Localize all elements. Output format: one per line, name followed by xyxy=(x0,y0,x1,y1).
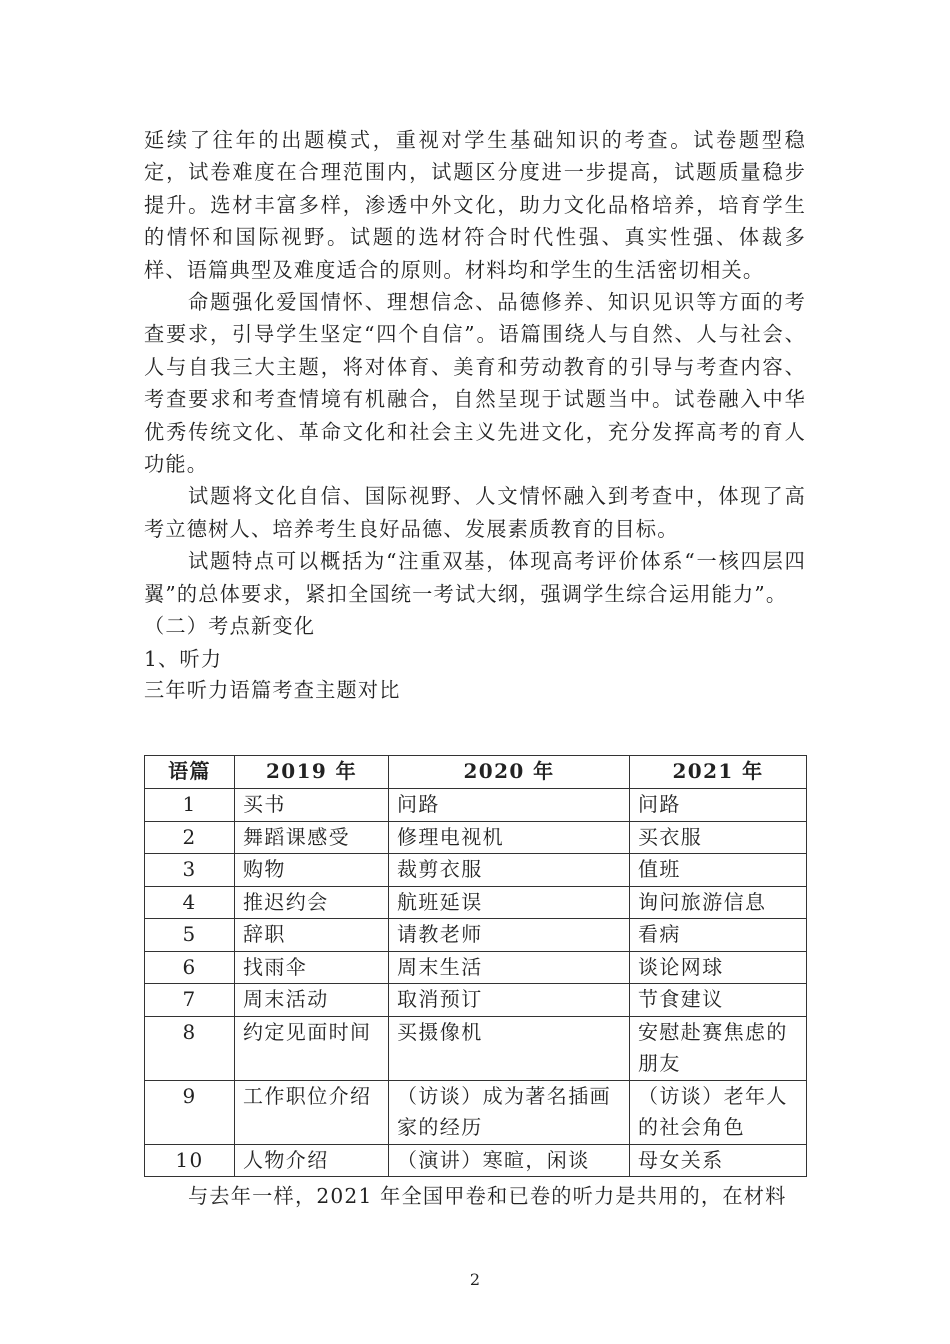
table-row xyxy=(145,821,807,854)
table-cell: 7 xyxy=(145,984,235,1017)
table-cell: 购物 xyxy=(235,854,389,887)
table-cell: 询问旅游信息 xyxy=(630,886,807,919)
table-cell: 安慰赴赛焦虑的朋友 xyxy=(630,1016,807,1080)
table-row xyxy=(145,789,807,822)
paragraph-1: 延续了往年的出题模式，重视对学生基础知识的考查。试卷题型稳定，试卷难度在合理范围内，试题区分度进一步提高，试题质量稳步提升。选材丰富多样，渗透中外文化，助力文化品格培养，培育学生的情怀和国际视野。试题的选材符合时代性强、真实性强、体裁多样、语篇典型及难度适合的原则。材料均和学生的生活密切相关。 xyxy=(144,128,806,282)
page-number: 2 xyxy=(469,1270,481,1289)
table-cell: 谈论网球 xyxy=(630,951,807,984)
table-row xyxy=(145,1016,807,1080)
table-row xyxy=(145,919,807,952)
table-cell: 6 xyxy=(145,951,235,984)
table-cell: 周末活动 xyxy=(235,984,389,1017)
body-text xyxy=(144,124,806,705)
closing-text xyxy=(144,1180,806,1212)
table-cell: （演讲）寒暄，闲谈 xyxy=(389,1144,630,1177)
header-cell: 语篇 xyxy=(145,756,235,789)
table-cell: 值班 xyxy=(630,854,807,887)
table-cell: 问路 xyxy=(389,789,630,822)
header-cell: 2020 年 xyxy=(389,756,630,789)
table-cell: 买衣服 xyxy=(630,821,807,854)
table-cell: 航班延误 xyxy=(389,886,630,919)
table-cell: 人物介绍 xyxy=(235,1144,389,1177)
paragraph-4: 试题特点可以概括为“注重双基，体现高考评价体系“一核四层四翼”的总体要求，紧扣全国统一考试大纲，强调学生综合运用能力”。 xyxy=(144,549,806,606)
table-cell: 节食建议 xyxy=(630,984,807,1017)
table-row xyxy=(145,854,807,887)
table-cell: 修理电视机 xyxy=(389,821,630,854)
table-cell: 9 xyxy=(145,1080,235,1144)
table-cell: 裁剪衣服 xyxy=(389,854,630,887)
table-cell: 请教老师 xyxy=(389,919,630,952)
table-cell: 取消预订 xyxy=(389,984,630,1017)
table-cell: 工作职位介绍 xyxy=(235,1080,389,1144)
table-cell: 辞职 xyxy=(235,919,389,952)
table-cell: 周末生活 xyxy=(389,951,630,984)
listening-topics-table xyxy=(144,755,807,1177)
table-cell: 买书 xyxy=(235,789,389,822)
table-row xyxy=(145,984,807,1017)
paragraph-2: 命题强化爱国情怀、理想信念、品德修养、知识见识等方面的考查要求，引导学生坚定“四个自信”。语篇围绕人与自然、人与社会、人与自我三大主题，将对体育、美育和劳动教育的引导与考查内容、考查要求和考查情境有机融合，自然呈现于试题当中。试卷融入中华优秀传统文化、革命文化和社会主义先进文化，充分发挥高考的育人功能。 xyxy=(144,290,806,477)
paragraph-3: 试题将文化自信、国际视野、人文情怀融入到考查中，体现了高考立德树人、培养考生良好品德、发展素质教育的目标。 xyxy=(144,484,806,541)
table-cell: 3 xyxy=(145,854,235,887)
table-cell: 5 xyxy=(145,919,235,952)
table-cell: 买摄像机 xyxy=(389,1016,630,1080)
table-cell: 找雨伞 xyxy=(235,951,389,984)
table-row xyxy=(145,886,807,919)
table-cell: 1 xyxy=(145,789,235,822)
closing-paragraph: 与去年一样，2021 年全国甲卷和已卷的听力是共用的，在材料 xyxy=(188,1184,787,1208)
table-row xyxy=(145,1144,807,1177)
table-cell: 8 xyxy=(145,1016,235,1080)
table-row xyxy=(145,951,807,984)
table-cell: （访谈）老年人的社会角色 xyxy=(630,1080,807,1144)
table-cell: 看病 xyxy=(630,919,807,952)
table-cell: 推迟约会 xyxy=(235,886,389,919)
table-header-row xyxy=(145,756,807,789)
header-cell: 2021 年 xyxy=(630,756,807,789)
table-cell: 约定见面时间 xyxy=(235,1016,389,1080)
table-row xyxy=(145,1080,807,1144)
table-cell: 4 xyxy=(145,886,235,919)
table-caption: 三年听力语篇考查主题对比 xyxy=(144,677,401,702)
subsection-heading: 1、听力 xyxy=(144,646,223,671)
table-cell: 舞蹈课感受 xyxy=(235,821,389,854)
header-cell: 2019 年 xyxy=(235,756,389,789)
table-cell: 母女关系 xyxy=(630,1144,807,1177)
table-cell: 10 xyxy=(145,1144,235,1177)
table-cell: 2 xyxy=(145,821,235,854)
table-cell: 问路 xyxy=(630,789,807,822)
section-heading: （二）考点新变化 xyxy=(144,614,316,639)
table-cell: （访谈）成为著名插画家的经历 xyxy=(389,1080,630,1144)
